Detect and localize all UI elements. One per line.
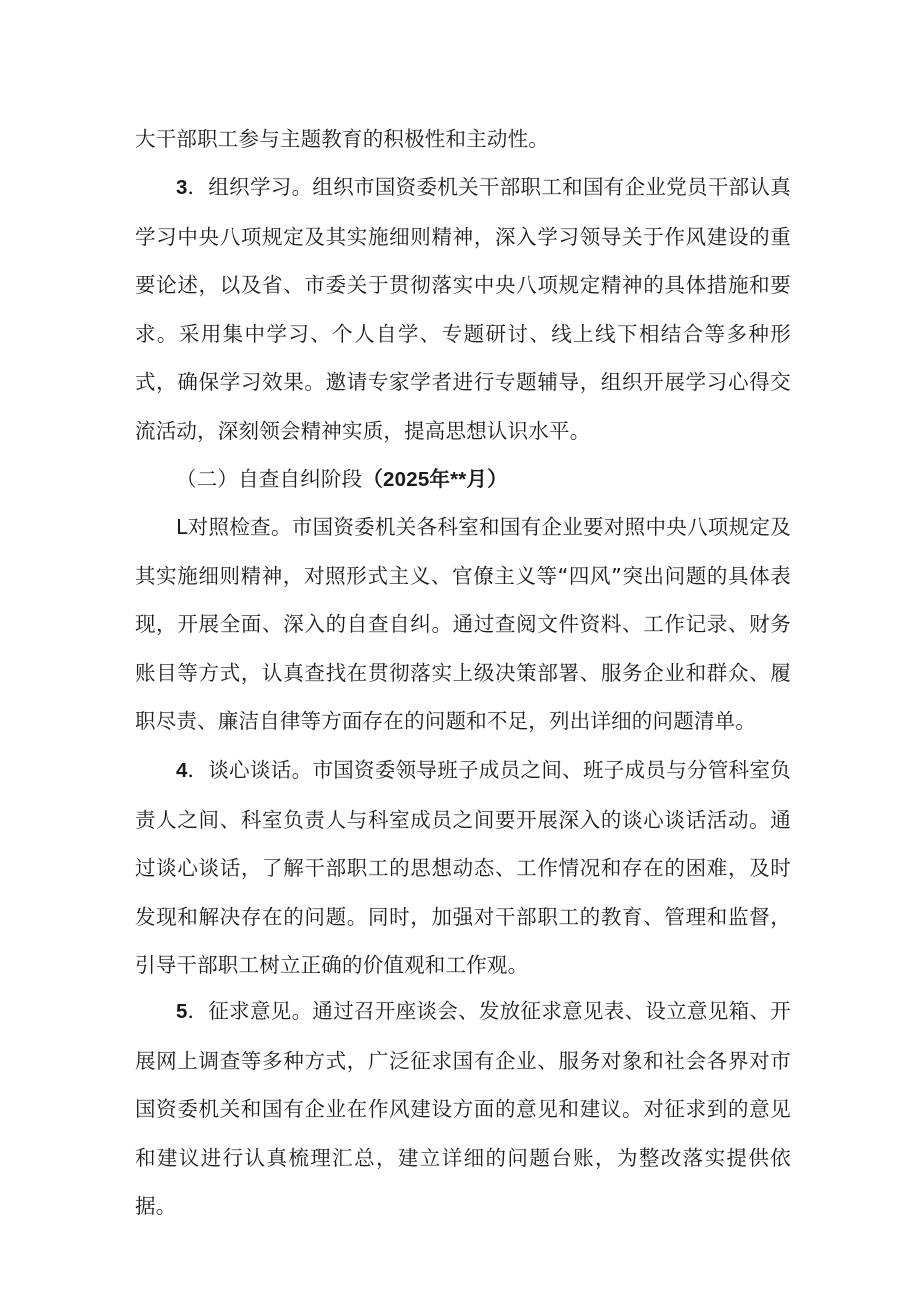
paragraph-continuation: 大干部职工参与主题教育的积极性和主动性。 bbox=[135, 127, 549, 151]
paragraph-3-text: ．组织学习。组织市国资委机关干部职工和国有企业党员干部认真学习中央八项规定及其实施细则精神，深入学习领导关于作风建设的重要论述，以及省、市委关于贯彻落实中央八项规定精神的具体措施和要求。采用集中学习、个人自学、专题研讨、线上线下相结合等多种形式，确保学习效果。邀请专家学者进行专题辅导，组织开展学习心得交流活动，深刻领会精神实质，提高思想认识水平。 bbox=[135, 175, 791, 443]
paragraph-self-check: L对照检查。市国资委机关各科室和国有企业要对照中央八项规定及其实施细则精神，对照形式主义、官僚主义等“四风”突出问题的具体表现，开展全面、深入的自查自纠。通过查阅文件资料、工作记录、财务账目等方式，认真查找在贯彻落实上级决策部署、服务企业和群众、履职尽责、廉洁自律等方面存在的问题和不足，列出详细的问题清单。 bbox=[135, 515, 791, 734]
section-heading-title: （二）自查自纠阶段 bbox=[176, 467, 363, 491]
paragraph-3 bbox=[135, 163, 791, 456]
paragraph-5 bbox=[135, 987, 791, 1231]
paragraph-4-number: 4 bbox=[176, 759, 188, 782]
paragraph-5-text: ．征求意见。通过召开座谈会、发放征求意见表、设立意见箱、开展网上调查等多种方式，广泛征求国有企业、服务对象和社会各界对市国资委机关和国有企业在作风建设方面的意见和建议。对征求到的意见和建议进行认真梳理汇总，建立详细的问题台账，为整改落实提供依据。 bbox=[135, 999, 791, 1219]
section-heading-date: （2025年**月） bbox=[362, 468, 508, 491]
paragraph-3-number: 3 bbox=[176, 176, 188, 199]
paragraph-4 bbox=[135, 746, 791, 990]
section-heading bbox=[135, 455, 791, 505]
paragraph-5-number: 5 bbox=[176, 1000, 188, 1023]
paragraph-4-text: ．谈心谈话。市国资委领导班子成员之间、班子成员与分管科室负责人之间、科室负责人与科室成员之间要开展深入的谈心谈话活动。通过谈心谈话，了解干部职工的思想动态、工作情况和存在的困难，及时发现和解决存在的问题。同时，加强对干部职工的教育、管理和监督，引导干部职工树立正确的价值观和工作观。 bbox=[135, 758, 791, 978]
